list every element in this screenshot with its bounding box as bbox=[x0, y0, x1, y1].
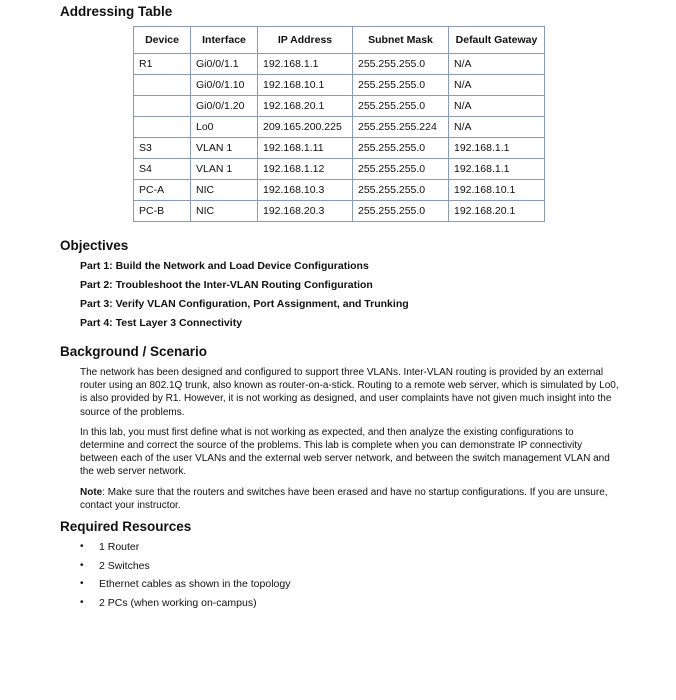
objectives-heading: Objectives bbox=[60, 238, 129, 253]
resource-text: Ethernet cables as shown in the topology bbox=[99, 578, 291, 591]
cell-ip-address: 209.165.200.225 bbox=[258, 117, 353, 138]
background-scenario-heading: Background / Scenario bbox=[60, 344, 208, 359]
background-paragraph-2: In this lab, you must first define what is not working as expected, and then analyze the existing configurations to determine and correct the source of the problems. This lab is complete when you can demonstrate IP connectivity between each of the user VLANs and the external web server network, and between the switch management VLAN and the web server network. bbox=[80, 426, 610, 478]
cell-device: PC-B bbox=[134, 201, 191, 222]
addressing-table bbox=[133, 26, 545, 222]
cell-interface: VLAN 1 bbox=[191, 159, 258, 180]
cell-interface: NIC bbox=[191, 180, 258, 201]
list-item bbox=[80, 560, 290, 579]
objectives-list bbox=[80, 260, 409, 336]
table-row bbox=[134, 201, 545, 222]
cell-default-gateway: 192.168.10.1 bbox=[449, 180, 545, 201]
column-header-subnet-mask: Subnet Mask bbox=[353, 27, 449, 54]
background-scenario-body bbox=[80, 366, 620, 519]
cell-interface: Gi0/0/1.20 bbox=[191, 96, 258, 117]
addressing-table-heading: Addressing Table bbox=[60, 4, 173, 19]
bullet-icon: • bbox=[80, 559, 84, 571]
objective-part-2: Part 2: Troubleshoot the Inter-VLAN Routing Configuration bbox=[80, 279, 373, 291]
list-item bbox=[80, 597, 290, 616]
cell-subnet-mask: 255.255.255.224 bbox=[353, 117, 449, 138]
cell-interface: NIC bbox=[191, 201, 258, 222]
cell-device: S3 bbox=[134, 138, 191, 159]
cell-subnet-mask: 255.255.255.0 bbox=[353, 54, 449, 75]
table-row bbox=[134, 117, 545, 138]
objective-part-3: Part 3: Verify VLAN Configuration, Port Assignment, and Trunking bbox=[80, 298, 409, 310]
cell-subnet-mask: 255.255.255.0 bbox=[353, 138, 449, 159]
cell-default-gateway: N/A bbox=[449, 75, 545, 96]
list-item bbox=[80, 541, 290, 560]
bullet-icon: • bbox=[80, 578, 84, 590]
cell-device bbox=[134, 75, 191, 96]
cell-ip-address: 192.168.20.1 bbox=[258, 96, 353, 117]
cell-subnet-mask: 255.255.255.0 bbox=[353, 201, 449, 222]
cell-interface: Gi0/0/1.1 bbox=[191, 54, 258, 75]
background-note bbox=[80, 486, 620, 512]
resource-text: 2 PCs (when working on-campus) bbox=[99, 597, 257, 610]
cell-interface: Gi0/0/1.10 bbox=[191, 75, 258, 96]
column-header-ip-address: IP Address bbox=[258, 27, 353, 54]
table-row bbox=[134, 54, 545, 75]
cell-default-gateway: 192.168.1.1 bbox=[449, 159, 545, 180]
table-row bbox=[134, 75, 545, 96]
cell-device: S4 bbox=[134, 159, 191, 180]
bullet-icon: • bbox=[80, 541, 84, 552]
cell-ip-address: 192.168.10.1 bbox=[258, 75, 353, 96]
cell-ip-address: 192.168.1.12 bbox=[258, 159, 353, 180]
cell-subnet-mask: 255.255.255.0 bbox=[353, 96, 449, 117]
cell-ip-address: 192.168.10.3 bbox=[258, 180, 353, 201]
cell-subnet-mask: 255.255.255.0 bbox=[353, 180, 449, 201]
table-header-row bbox=[134, 27, 545, 54]
cell-device bbox=[134, 117, 191, 138]
background-paragraph-1: The network has been designed and configured to support three VLANs. Inter-VLAN routing is provided by an external router using an 802.1Q trunk, also known as router-on-a-stick. Routing to a remote web server, which is simulated by Lo0, is also provided by R1. However, it is not working as designed, and user complaints have not given much insight into the source of the problems. bbox=[80, 367, 619, 418]
cell-device bbox=[134, 96, 191, 117]
table-row bbox=[134, 96, 545, 117]
cell-default-gateway: N/A bbox=[449, 96, 545, 117]
cell-default-gateway: N/A bbox=[449, 54, 545, 75]
note-label: Note bbox=[80, 486, 103, 498]
bullet-icon: • bbox=[80, 597, 84, 609]
cell-interface: Lo0 bbox=[191, 117, 258, 138]
cell-device: PC-A bbox=[134, 180, 191, 201]
cell-ip-address: 192.168.20.3 bbox=[258, 201, 353, 222]
cell-subnet-mask: 255.255.255.0 bbox=[353, 75, 449, 96]
cell-default-gateway: 192.168.20.1 bbox=[449, 201, 545, 222]
table-row bbox=[134, 180, 545, 201]
cell-default-gateway: N/A bbox=[449, 117, 545, 138]
required-resources-list bbox=[80, 541, 290, 616]
cell-ip-address: 192.168.1.1 bbox=[258, 54, 353, 75]
resource-text: 2 Switches bbox=[99, 559, 150, 572]
cell-subnet-mask: 255.255.255.0 bbox=[353, 159, 449, 180]
cell-default-gateway: 192.168.1.1 bbox=[449, 138, 545, 159]
cell-ip-address: 192.168.1.11 bbox=[258, 138, 353, 159]
column-header-interface: Interface bbox=[191, 27, 258, 54]
resource-text: 1 Router bbox=[99, 541, 140, 553]
cell-interface: VLAN 1 bbox=[191, 138, 258, 159]
column-header-device: Device bbox=[134, 27, 191, 54]
note-text: : Make sure that the routers and switches have been erased and have no startup configurations. If you are unsure, contact your instructor. bbox=[80, 486, 608, 511]
table-row bbox=[134, 159, 545, 180]
cell-device: R1 bbox=[134, 54, 191, 75]
objective-part-1: Part 1: Build the Network and Load Device Configurations bbox=[80, 260, 369, 272]
objective-part-4: Part 4: Test Layer 3 Connectivity bbox=[80, 317, 243, 329]
required-resources-heading: Required Resources bbox=[60, 519, 192, 534]
column-header-default-gateway: Default Gateway bbox=[449, 27, 545, 54]
list-item bbox=[80, 578, 290, 597]
table-row bbox=[134, 138, 545, 159]
